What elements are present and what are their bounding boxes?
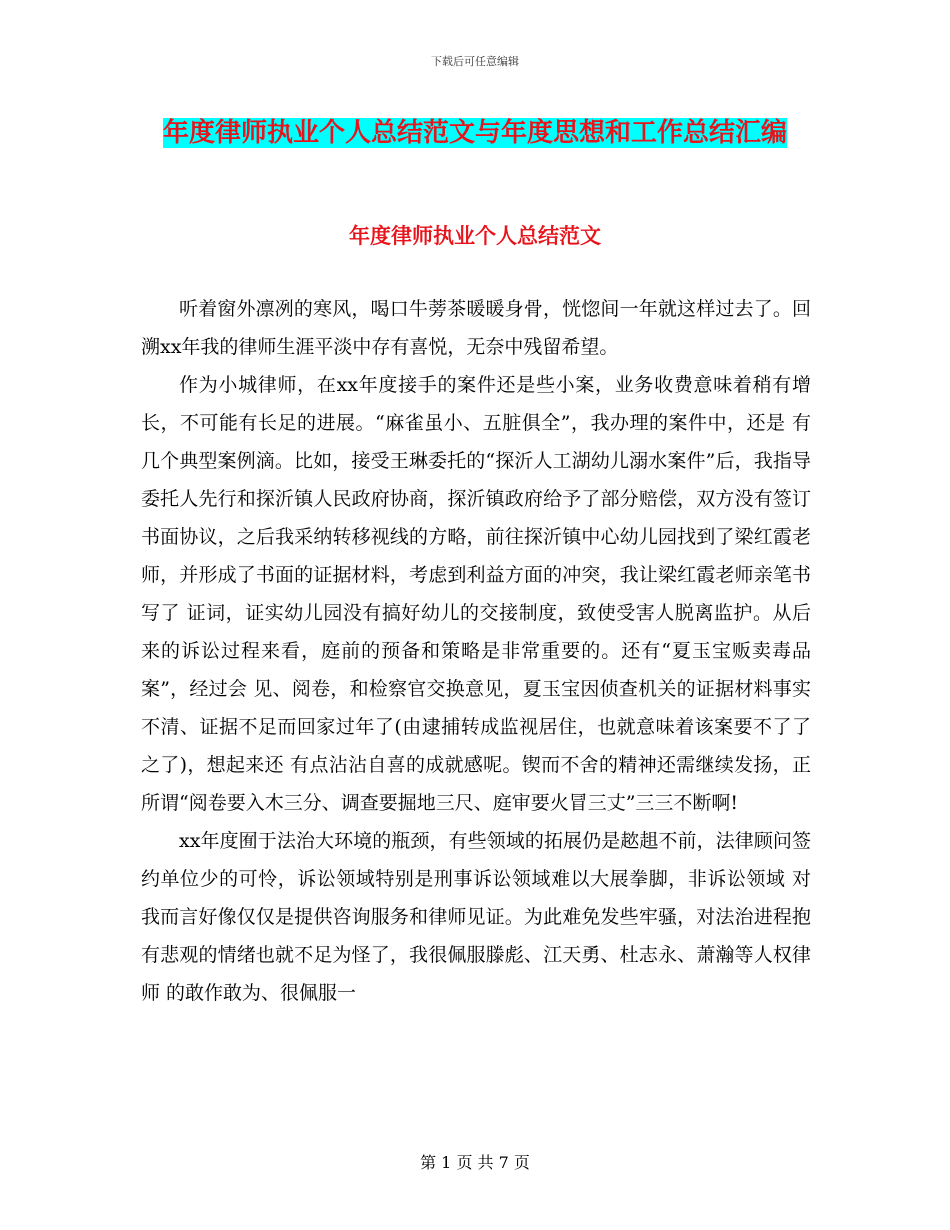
paragraph-1: 听着窗外凛冽的寒风，喝口牛蒡茶暖暖身骨，恍惚间一年就这样过去了。回溯xx年我的律师生涯平淡中存有喜悦，无奈中残留希望。: [141, 298, 811, 358]
body-text: [141, 290, 811, 1012]
paragraph-3: xx年度囿于法治大环境的瓶颈，有些领域的拓展仍是趑趄不前，法律顾问签约单位少的可怜，诉讼领域特别是刑事诉讼领域难以大展拳脚，非诉讼领域 对我而言好像仅仅是提供咨询服务和律师见证。为此难免发些牢骚，对法治进程抱有悲观的情绪也就不足为怪了，我很佩服滕彪、江天勇、杜志永、萧瀚等人权律师 的敢作敢为、很佩服一: [141, 830, 811, 1004]
header-note: 下载后可任意编辑: [431, 55, 519, 68]
document-title: [130, 108, 820, 158]
document-title-text: 年度律师执业个人总结范文与年度思想和工作总结汇编: [162, 118, 787, 148]
section-title: 年度律师执业个人总结范文: [349, 224, 601, 248]
page-footer: 第 1 页 共 7 页: [420, 1153, 530, 1172]
paragraph-2: 作为小城律师，在xx年度接手的案件还是些小案，业务收费意味着稍有增长，不可能有长足的进展。“麻雀虽小、五脏俱全”，我办理的案件中，还是 有几个典型案例滴。比如，接受王琳委托的“探沂人工湖幼儿溺水案件”后，我指导委托人先行和探沂镇人民政府协商，探沂镇政府给予了部分赔偿，双方没有签订 书面协议，之后我采纳转移视线的方略，前往探沂镇中心幼儿园找到了梁红霞老师，并形成了书面的证据材料，考虑到利益方面的冲突，我让梁红霞老师亲笔书写了 证词，证实幼儿园没有搞好幼儿的交接制度，致使受害人脱离监护。从后来的诉讼过程来看，庭前的预备和策略是非常重要的。还有“夏玉宝贩卖毒品案”，经过会 见、阅卷，和检察官交换意见，夏玉宝因侦查机关的证据材料事实不清、证据不足而回家过年了(由逮捕转成监视居住，也就意味着该案要不了了之了)，想起来还 有点沾沾自喜的成就感呢。锲而不舍的精神还需继续发扬，正所谓“阅卷要入木三分、调查要掘地三尺、庭审要火冒三丈”三三不断啊!: [141, 374, 811, 814]
